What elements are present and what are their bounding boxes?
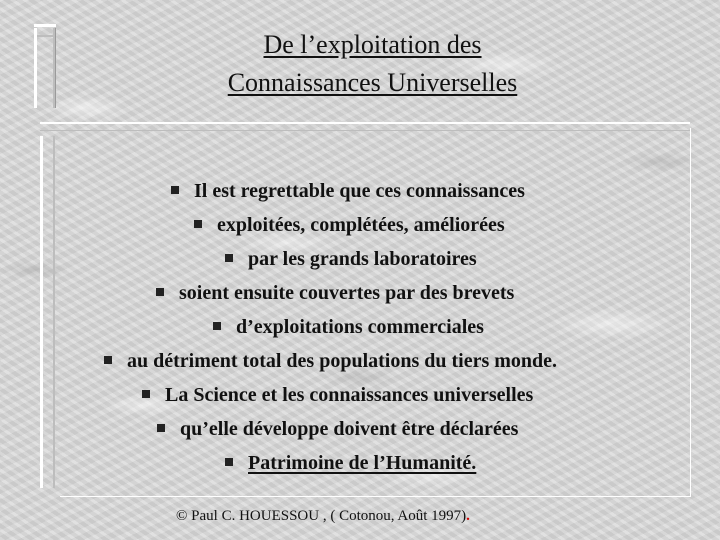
bullet-text: au détriment total des populations du tiers monde. [127,350,558,372]
bullet-text: Patrimoine de l’Humanité. [248,452,477,474]
square-bullet-icon [194,220,202,228]
footer-text: © Paul C. HOUESSOU , ( Cotonou, Août 1997) [176,508,467,524]
square-bullet-icon [213,322,221,330]
list-item [156,276,514,310]
list-item [213,310,484,344]
list-item [104,344,557,378]
bullet-text: d’exploitations commerciales [236,316,484,338]
square-bullet-icon [225,254,233,262]
list-item [225,242,477,276]
list-item [225,446,476,480]
list-item [194,208,505,242]
bullet-text: La Science et les connaissances universelles [165,384,534,406]
square-bullet-icon [171,186,179,194]
bullet-text: soient ensuite couvertes par des brevets [179,282,515,304]
list-item [142,378,533,412]
square-bullet-icon [156,288,164,296]
title-line-2: Connaissances Universelles [227,68,518,97]
square-bullet-icon [104,356,112,364]
square-bullet-icon [157,424,165,432]
list-item [157,412,518,446]
bullet-text: Il est regrettable que ces connaissances [194,180,525,202]
bullet-text: exploitées, complétées, améliorées [217,214,505,236]
bullet-text: qu’elle développe doivent être déclarées [180,418,519,440]
decorative-frame-left [40,136,55,488]
copyright-footer [176,508,470,525]
square-bullet-icon [225,458,233,466]
square-bullet-icon [142,390,150,398]
slide-title [0,26,720,102]
footer-dot: . [466,508,470,524]
bullet-text: par les grands laboratoires [248,248,477,270]
list-item [171,174,525,208]
title-line-1: De l’exploitation des [263,30,482,59]
